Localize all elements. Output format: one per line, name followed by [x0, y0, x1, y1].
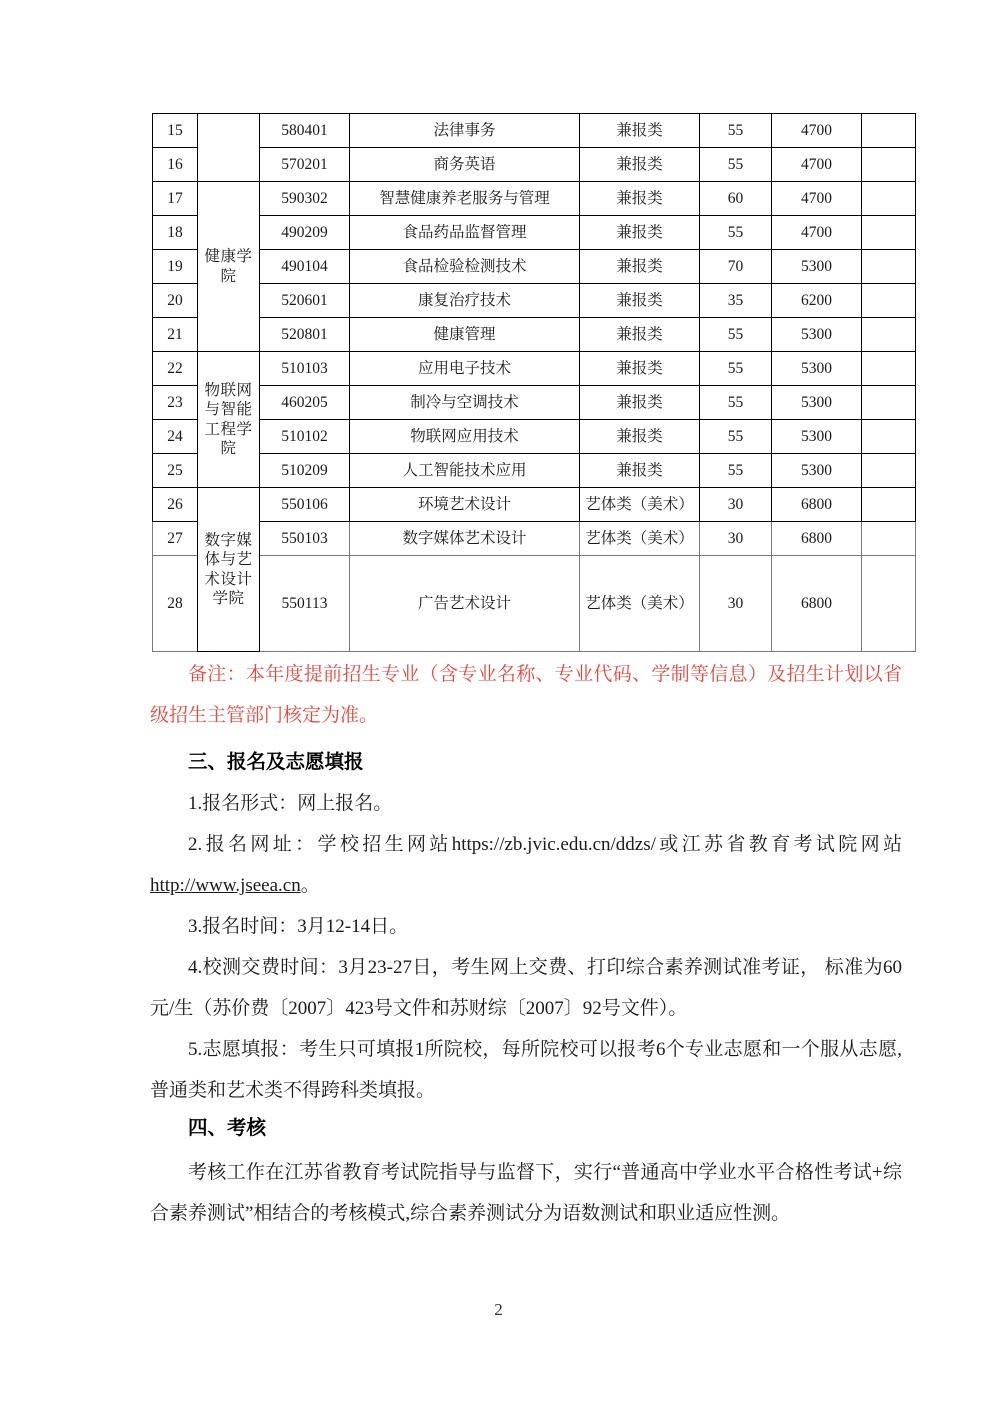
cell-quota: 55 [700, 148, 772, 182]
cell-no: 24 [153, 420, 198, 454]
cell-code: 550103 [260, 522, 350, 556]
cell-fee: 6800 [772, 488, 862, 522]
cell-quota: 60 [700, 182, 772, 216]
cell-last [862, 114, 916, 148]
cell-no: 21 [153, 318, 198, 352]
table-note-remark: 备注：本年度提前招生专业（含专业名称、专业代码、学制等信息）及招生计划以省级招生主管部门核定为准。 [150, 664, 902, 726]
cell-last [862, 148, 916, 182]
cell-quota: 55 [700, 352, 772, 386]
cell-type: 兼报类 [580, 216, 700, 250]
table-row [153, 250, 916, 284]
cell-major: 应用电子技术 [350, 352, 580, 386]
cell-type: 兼报类 [580, 182, 700, 216]
cell-fee: 6800 [772, 522, 862, 556]
list-item-5: 5.志愿填报：考生只可填报1所院校，每所院校可以报考6个专业志愿和一个服从志愿,普通类和艺术类不得跨科类填报。 [150, 1039, 902, 1101]
cell-type: 兼报类 [580, 148, 700, 182]
cell-no: 25 [153, 454, 198, 488]
cell-major: 康复治疗技术 [350, 284, 580, 318]
cell-type: 兼报类 [580, 284, 700, 318]
cell-last [862, 386, 916, 420]
cell-college-merged-blank [198, 114, 260, 182]
cell-last [862, 352, 916, 386]
cell-type: 兼报类 [580, 250, 700, 284]
cell-code: 460205 [260, 386, 350, 420]
cell-major: 环境艺术设计 [350, 488, 580, 522]
cell-quota: 55 [700, 318, 772, 352]
list-item-2-prefix: 2.报名网址：学校招生网站https://zb.jvic.edu.cn/ddzs/或江苏省教育考试院网站 [188, 834, 902, 855]
cell-fee: 5300 [772, 318, 862, 352]
cell-no: 20 [153, 284, 198, 318]
cell-code: 520601 [260, 284, 350, 318]
cell-fee: 5300 [772, 454, 862, 488]
cell-quota: 55 [700, 386, 772, 420]
cell-no: 16 [153, 148, 198, 182]
cell-fee: 5300 [772, 250, 862, 284]
table-row [153, 556, 916, 652]
cell-fee: 5300 [772, 386, 862, 420]
cell-last [862, 454, 916, 488]
cell-no: 27 [153, 522, 198, 556]
table-row [153, 522, 916, 556]
table-row [153, 114, 916, 148]
cell-no: 22 [153, 352, 198, 386]
cell-code: 490209 [260, 216, 350, 250]
cell-fee: 6800 [772, 556, 862, 652]
cell-code: 570201 [260, 148, 350, 182]
cell-type: 艺体类（美术） [580, 556, 700, 652]
cell-type: 兼报类 [580, 318, 700, 352]
cell-code: 510102 [260, 420, 350, 454]
enrollment-plan-table [152, 113, 916, 652]
paragraph-assessment: 考核工作在江苏省教育考试院指导与监督下，实行“普通高中学业水平合格性考试+综合素养测试”相结合的考核模式,综合素养测试分为语数测试和职业适应性测。 [150, 1162, 902, 1224]
cell-type: 兼报类 [580, 352, 700, 386]
list-item-2 [150, 824, 902, 906]
cell-code: 590302 [260, 182, 350, 216]
cell-last [862, 318, 916, 352]
table-row [153, 352, 916, 386]
cell-major: 食品检验检测技术 [350, 250, 580, 284]
cell-last [862, 420, 916, 454]
cell-type: 兼报类 [580, 454, 700, 488]
cell-fee: 4700 [772, 182, 862, 216]
cell-code: 520801 [260, 318, 350, 352]
cell-major: 广告艺术设计 [350, 556, 580, 652]
cell-type: 兼报类 [580, 386, 700, 420]
cell-college-media: 数字媒体与艺术设计学院 [198, 488, 260, 652]
cell-major: 健康管理 [350, 318, 580, 352]
cell-type: 兼报类 [580, 420, 700, 454]
cell-fee: 4700 [772, 114, 862, 148]
cell-major: 人工智能技术应用 [350, 454, 580, 488]
jseea-website-link[interactable]: http://www.jseea.cn [150, 875, 301, 896]
cell-last [862, 488, 916, 522]
cell-major: 商务英语 [350, 148, 580, 182]
cell-no: 15 [153, 114, 198, 148]
cell-no: 28 [153, 556, 198, 652]
cell-code: 510103 [260, 352, 350, 386]
list-item-3: 3.报名时间：3月12-14日。 [188, 916, 409, 937]
cell-quota: 30 [700, 488, 772, 522]
table-row [153, 420, 916, 454]
cell-no: 23 [153, 386, 198, 420]
cell-type: 艺体类（美术） [580, 522, 700, 556]
list-item-4: 4.校测交费时间：3月23-27日，考生网上交费、打印综合素养测试准考证， 标准为60元/生（苏价费〔2007〕423号文件和苏财综〔2007〕92号文件）。 [150, 957, 902, 1019]
cell-code: 580401 [260, 114, 350, 148]
cell-quota: 55 [700, 454, 772, 488]
cell-quota: 55 [700, 420, 772, 454]
table-row [153, 488, 916, 522]
table-row [153, 216, 916, 250]
cell-fee: 5300 [772, 352, 862, 386]
cell-college-iot: 物联网与智能工程学院 [198, 352, 260, 488]
cell-fee: 4700 [772, 148, 862, 182]
list-item-1: 1.报名形式：网上报名。 [188, 793, 393, 814]
cell-quota: 30 [700, 522, 772, 556]
cell-quota: 55 [700, 114, 772, 148]
cell-no: 18 [153, 216, 198, 250]
cell-code: 550113 [260, 556, 350, 652]
table-row [153, 318, 916, 352]
cell-college-health: 健康学院 [198, 182, 260, 352]
cell-major: 制冷与空调技术 [350, 386, 580, 420]
cell-last [862, 284, 916, 318]
cell-last [862, 556, 916, 652]
cell-no: 19 [153, 250, 198, 284]
cell-fee: 5300 [772, 420, 862, 454]
cell-code: 550106 [260, 488, 350, 522]
cell-major: 物联网应用技术 [350, 420, 580, 454]
cell-quota: 30 [700, 556, 772, 652]
cell-quota: 70 [700, 250, 772, 284]
cell-code: 510209 [260, 454, 350, 488]
page-number: 2 [494, 1300, 503, 1319]
cell-quota: 55 [700, 216, 772, 250]
table-row [153, 182, 916, 216]
cell-type: 艺体类（美术） [580, 488, 700, 522]
cell-major: 智慧健康养老服务与管理 [350, 182, 580, 216]
table-row [153, 454, 916, 488]
section-heading-three: 三、报名及志愿填报 [188, 752, 364, 773]
cell-last [862, 182, 916, 216]
cell-type: 兼报类 [580, 114, 700, 148]
section-heading-four: 四、考核 [188, 1118, 267, 1139]
table-row [153, 148, 916, 182]
cell-last [862, 250, 916, 284]
cell-quota: 35 [700, 284, 772, 318]
cell-last [862, 522, 916, 556]
cell-major: 食品药品监督管理 [350, 216, 580, 250]
cell-major: 法律事务 [350, 114, 580, 148]
cell-no: 26 [153, 488, 198, 522]
table-row [153, 386, 916, 420]
cell-fee: 6200 [772, 284, 862, 318]
cell-last [862, 216, 916, 250]
table-row [153, 284, 916, 318]
cell-major: 数字媒体艺术设计 [350, 522, 580, 556]
cell-no: 17 [153, 182, 198, 216]
list-item-2-suffix: 。 [300, 875, 320, 896]
cell-fee: 4700 [772, 216, 862, 250]
cell-code: 490104 [260, 250, 350, 284]
